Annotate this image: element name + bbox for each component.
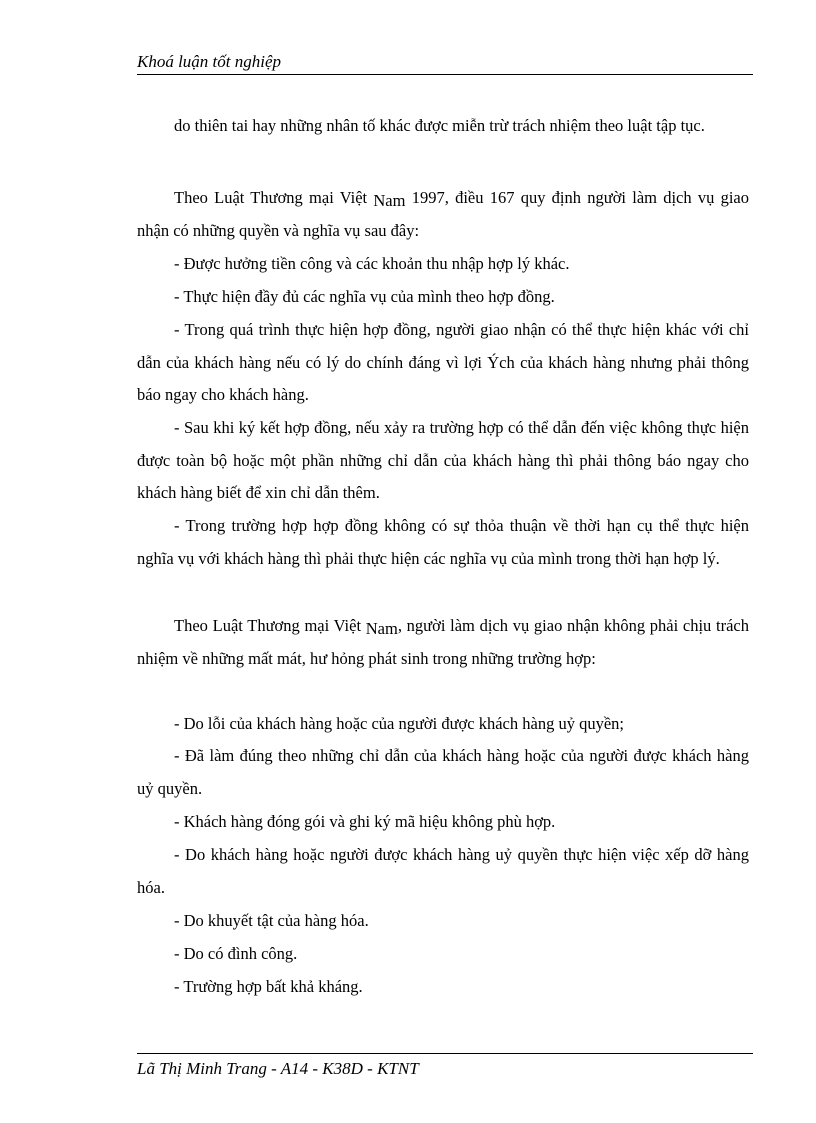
paragraph-law-exemptions	[137, 610, 749, 675]
paragraph-text-raised: Nam	[365, 619, 398, 638]
paragraph-exemption-defect: - Do khuyết tật của hàng hóa.	[174, 911, 369, 930]
paragraph-exemption-customer-fault: - Do lỗi của khách hàng hoặc của người được khách hàng uỷ quyền;	[174, 714, 624, 733]
paragraph-exemption-strike: - Do có đình công.	[174, 944, 298, 963]
paragraph-duty-contract: - Thực hiện đầy đủ các nghĩa vụ của mình theo hợp đồng.	[174, 287, 555, 306]
paragraph-right-payment: - Được hưởng tiền công và các khoản thu nhập hợp lý khác.	[174, 254, 570, 273]
page-footer	[137, 1053, 753, 1078]
paragraph-text-after: , người làm dịch vụ giao nhận không phải chịu trách nhiệm về những mất mát, hư hỏng phát sinh trong những trường hợp:	[137, 616, 749, 668]
footer-author: Lã Thị Minh Trang - A14 - K38D - KTNT	[137, 1059, 419, 1078]
paragraph-exemption-loading: - Do khách hàng hoặc người được khách hàng uỷ quyền thực hiện việc xếp dỡ hàng hóa.	[137, 845, 749, 897]
paragraph-text-before: Theo Luật Thương mại Việt	[174, 616, 366, 635]
paragraph-exemption-packaging: - Khách hàng đóng gói và ghi ký mã hiệu không phù hợp.	[174, 812, 556, 831]
paragraph-text-before: Theo Luật Thương mại Việt	[174, 188, 374, 207]
paragraph-exemption-followed-instructions: - Đã làm đúng theo những chỉ dẫn của khách hàng hoặc của người được khách hàng uỷ quyền.	[137, 746, 749, 798]
paragraph-continuation: do thiên tai hay những nhân tố khác được miễn trừ trách nhiệm theo luật tập tục.	[174, 116, 705, 135]
paragraph-law-rights	[137, 182, 749, 247]
paragraph-deviate-instructions: - Trong quá trình thực hiện hợp đồng, người giao nhận có thể thực hiện khác với chỉ dẫn của khách hàng nếu có lý do chính đáng vì lợi Ých của khách hàng nhưng phải thông báo ngay cho khách hàng.	[137, 320, 749, 404]
paragraph-text-raised: Nam	[373, 191, 406, 210]
header-title: Khoá luận tốt nghiệp	[137, 52, 282, 71]
paragraph-text-after: 1997, điều 167 quy định người làm dịch vụ giao nhận có những quyền và nghĩa vụ sau đây:	[137, 188, 749, 240]
paragraph-after-contract: - Sau khi ký kết hợp đồng, nếu xảy ra trường hợp có thể dẫn đến việc không thực hiện được toàn bộ hoặc một phần những chỉ dẫn của khách hàng thì phải thông báo ngay cho khách hàng biết để xin chỉ dẫn thêm.	[137, 418, 749, 502]
page-header	[137, 52, 753, 75]
paragraph-exemption-force-majeure: - Trường hợp bất khả kháng.	[174, 977, 363, 996]
paragraph-time-limit: - Trong trường hợp hợp đồng không có sự thỏa thuận về thời hạn cụ thể thực hiện nghĩa vụ với khách hàng thì phải thực hiện các nghĩa vụ của mình trong thời hạn hợp lý.	[137, 516, 749, 568]
